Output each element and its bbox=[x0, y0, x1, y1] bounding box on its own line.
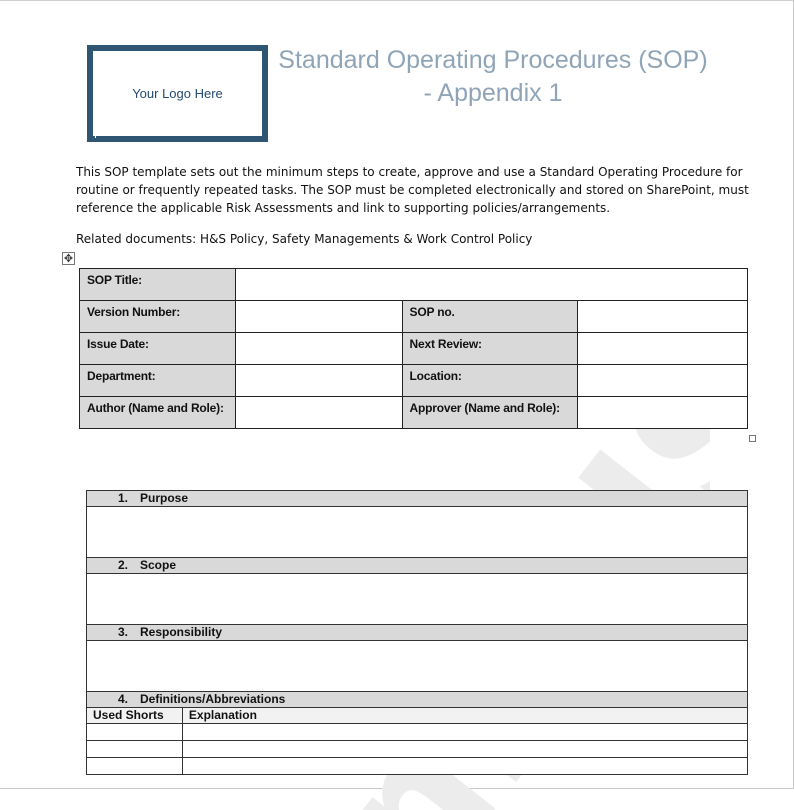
table-row bbox=[80, 365, 748, 397]
table-row bbox=[80, 301, 748, 333]
department-field[interactable] bbox=[235, 365, 402, 397]
next-review-field[interactable] bbox=[578, 333, 748, 365]
approver-label: Approver (Name and Role): bbox=[402, 397, 578, 429]
logo-text: Your Logo Here bbox=[132, 86, 223, 101]
section-heading-purpose bbox=[87, 491, 748, 507]
table-row bbox=[87, 741, 748, 758]
logo-placeholder bbox=[87, 45, 268, 142]
table-row bbox=[80, 333, 748, 365]
sop-no-label: SOP no. bbox=[402, 301, 578, 333]
table-row bbox=[87, 758, 748, 775]
table-row bbox=[87, 625, 748, 641]
sop-title-label: SOP Title: bbox=[80, 269, 236, 301]
logo-corner-mark bbox=[95, 128, 99, 138]
table-row bbox=[87, 507, 748, 558]
location-label: Location: bbox=[402, 365, 578, 397]
version-number-label: Version Number: bbox=[80, 301, 236, 333]
section-heading-definitions bbox=[87, 692, 748, 708]
section-number: 4. bbox=[118, 692, 129, 706]
responsibility-field[interactable] bbox=[87, 641, 748, 692]
explanation-cell[interactable] bbox=[182, 758, 747, 775]
resize-handle-icon[interactable] bbox=[749, 435, 756, 442]
table-row bbox=[87, 724, 748, 741]
section-heading-scope bbox=[87, 558, 748, 574]
used-shorts-cell[interactable] bbox=[87, 724, 183, 741]
document-title bbox=[272, 44, 714, 110]
section-number: 3. bbox=[118, 625, 129, 639]
title-line-2: - Appendix 1 bbox=[423, 79, 563, 107]
section-title: Responsibility bbox=[140, 625, 223, 639]
title-line-1: Standard Operating Procedures (SOP) bbox=[278, 46, 708, 74]
author-field[interactable] bbox=[235, 397, 402, 429]
definitions-header-row bbox=[87, 708, 748, 724]
used-shorts-cell[interactable] bbox=[87, 758, 183, 775]
approver-field[interactable] bbox=[578, 397, 748, 429]
scope-field[interactable] bbox=[87, 574, 748, 625]
version-number-field[interactable] bbox=[235, 301, 402, 333]
sop-sections-table bbox=[86, 490, 748, 775]
table-row bbox=[87, 641, 748, 692]
explanation-cell[interactable] bbox=[182, 741, 747, 758]
section-title: Purpose bbox=[140, 491, 189, 505]
table-row bbox=[80, 397, 748, 429]
sop-info-table bbox=[79, 268, 748, 429]
explanation-header: Explanation bbox=[182, 708, 747, 724]
purpose-field[interactable] bbox=[87, 507, 748, 558]
next-review-label: Next Review: bbox=[402, 333, 578, 365]
author-label: Author (Name and Role): bbox=[80, 397, 236, 429]
explanation-cell[interactable] bbox=[182, 724, 747, 741]
section-title: Definitions/Abbreviations bbox=[140, 692, 286, 706]
department-label: Department: bbox=[80, 365, 236, 397]
section-number: 1. bbox=[118, 491, 129, 505]
sop-title-field[interactable] bbox=[235, 269, 747, 301]
issue-date-field[interactable] bbox=[235, 333, 402, 365]
intro-paragraph: This SOP template sets out the minimum steps to create, approve and use a Standard Operating Procedure for routine or frequently repeated tasks. The SOP must be completed electronically and stored on SharePoint, must reference the applicable Risk Assessments and link to supporting policies/arrangements. bbox=[76, 165, 749, 215]
move-icon[interactable]: ✥ bbox=[63, 252, 74, 265]
location-field[interactable] bbox=[578, 365, 748, 397]
table-row bbox=[87, 574, 748, 625]
section-heading-responsibility bbox=[87, 625, 748, 641]
section-title: Scope bbox=[140, 558, 177, 572]
section-number: 2. bbox=[118, 558, 129, 572]
table-row bbox=[87, 692, 748, 708]
used-shorts-header: Used Shorts bbox=[87, 708, 183, 724]
table-row bbox=[87, 558, 748, 574]
used-shorts-cell[interactable] bbox=[87, 741, 183, 758]
related-documents: Related documents: H&S Policy, Safety Managements & Work Control Policy bbox=[76, 232, 533, 246]
page-top-edge bbox=[0, 0, 794, 1]
table-row bbox=[80, 269, 748, 301]
table-row bbox=[87, 491, 748, 507]
issue-date-label: Issue Date: bbox=[80, 333, 236, 365]
sop-no-field[interactable] bbox=[578, 301, 748, 333]
